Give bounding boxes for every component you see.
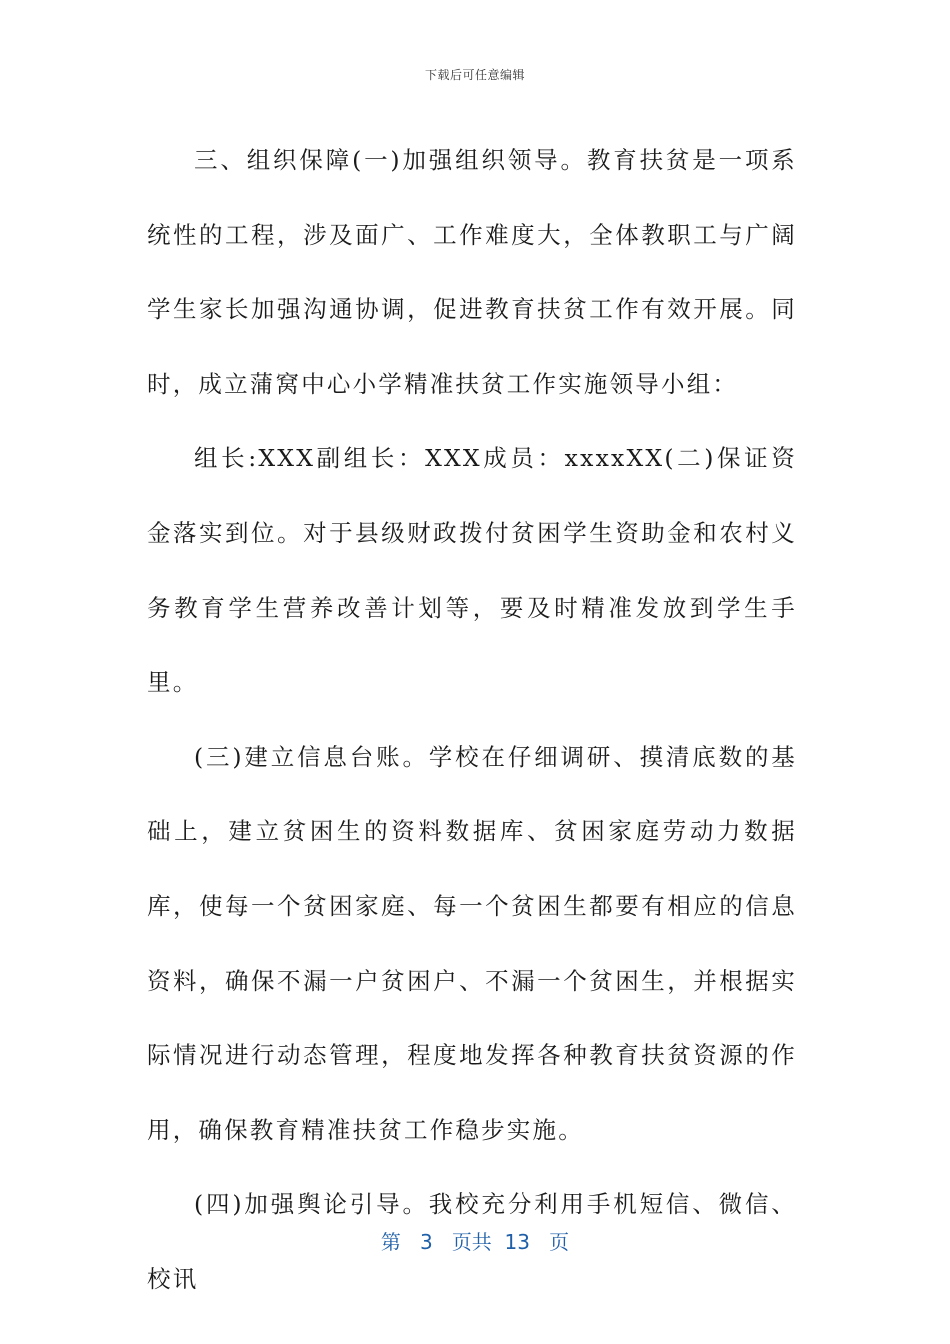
current-page-number: 3 (420, 1230, 433, 1254)
footer-prefix: 第 (380, 1230, 401, 1254)
paragraph-organization-guarantee: 三、组织保障(一)加强组织领导。教育扶贫是一项系统性的工程，涉及面广、工作难度大，全体教职工与广阔学生家长加强沟通协调，促进教育扶贫工作有效开展。同时，成立蒲窝中心小学精准扶贫工作实施领导小组： (147, 146, 797, 398)
document-body (147, 123, 797, 1317)
header-note: 下载后可任意编辑 (424, 68, 525, 82)
page-number-footer (0, 1226, 950, 1255)
total-page-count: 13 (504, 1230, 530, 1254)
paragraph-public-opinion: (四)加强舆论引导。我校充分利用手机短信、微信、校讯 (147, 1190, 797, 1293)
footer-middle: 页共 (451, 1230, 492, 1254)
paragraph-leaders-funding: 组长:XXX副组长：XXX成员：xxxxXX(二)保证资金落实到位。对于县级财政拨付贫困学生资助金和农村义务教育学生营养改善计划等，要及时精准发放到学生手里。 (147, 444, 797, 697)
paragraph-information-ledger: (三)建立信息台账。学校在仔细调研、摸清底数的基础上，建立贫困生的资料数据库、贫困家庭劳动力数据库，使每一个贫困家庭、每一个贫困生都要有相应的信息资料，确保不漏一户贫困户、不漏一个贫困生，并根据实际情况进行动态管理，程度地发挥各种教育扶贫资源的作用，确保教育精准扶贫工作稳步实施。 (147, 742, 797, 1144)
footer-suffix: 页 (549, 1230, 570, 1254)
